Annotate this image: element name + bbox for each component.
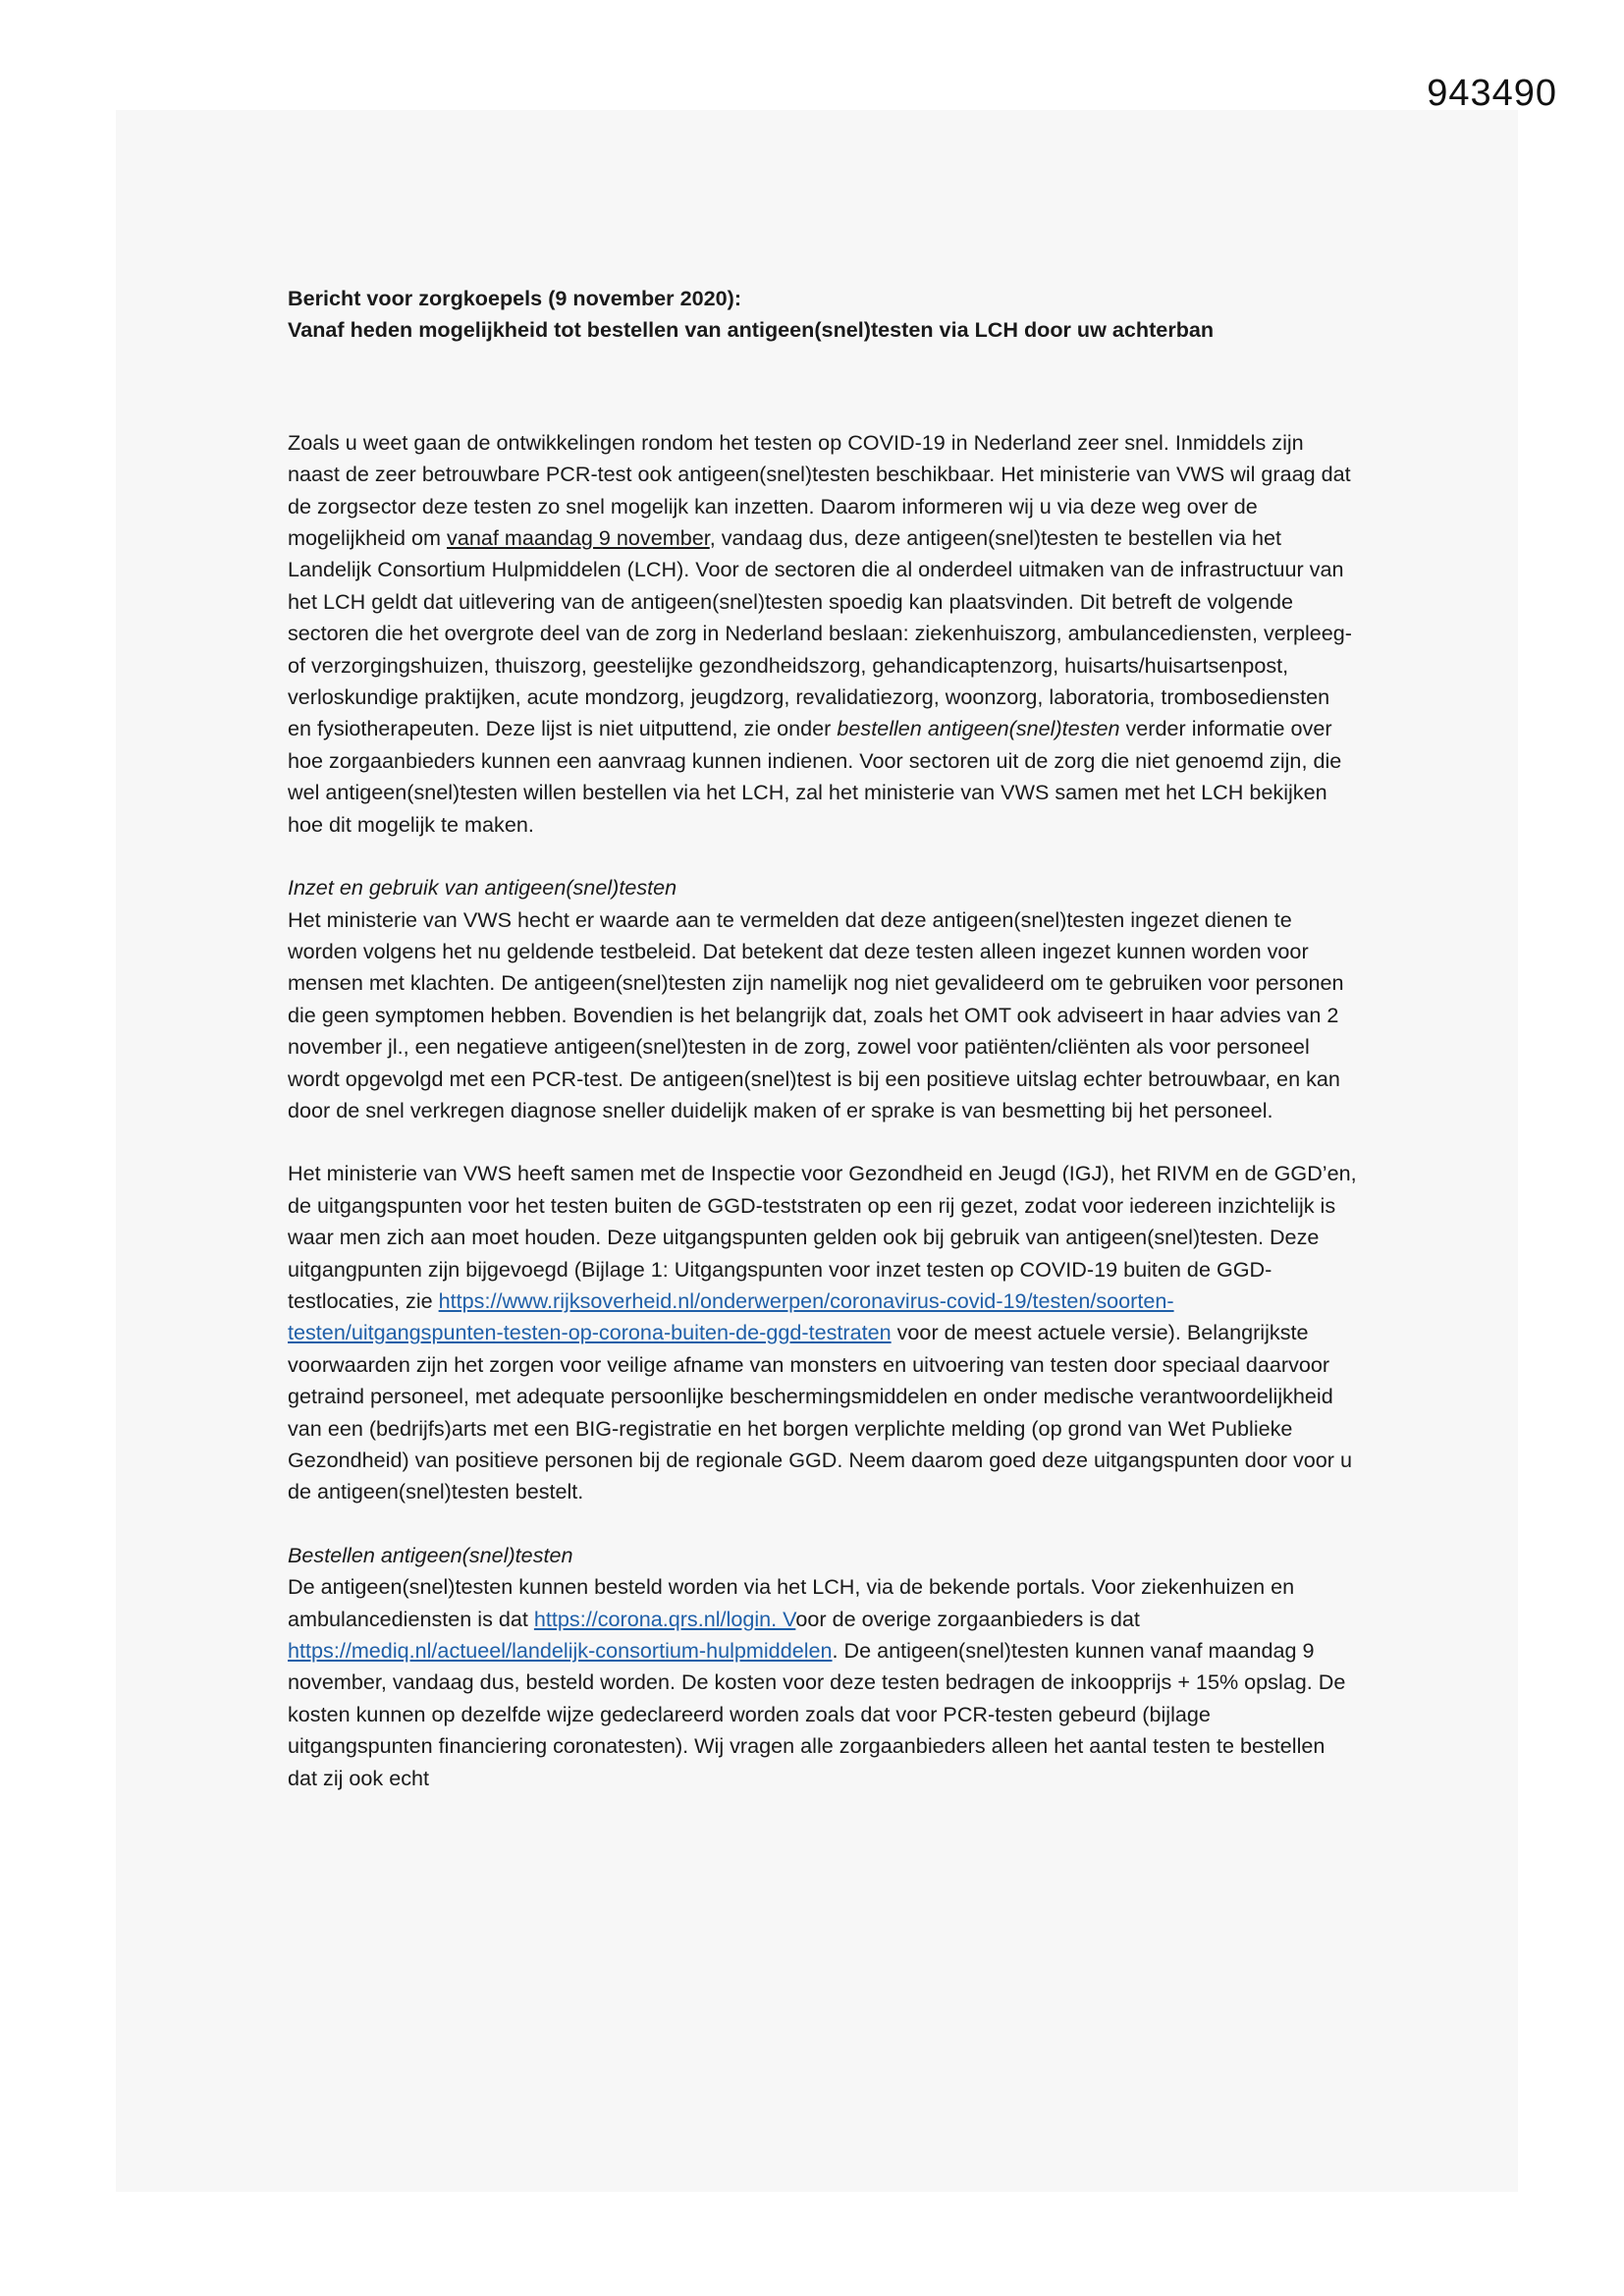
section-heading-inzet: Inzet en gebruik van antigeen(snel)testen (288, 875, 677, 901)
intro-text-3: verder informatie over hoe zorgaanbieders kunnen een aanvraag kunnen indienen. Voor sectoren uit de zorg die niet genoemd zijn, die wel antigeen(snel)testen willen bestellen via het LCH, zal het ministerie van VWS samen met het LCH bekijken hoe dit mogelijk te maken. (288, 716, 1342, 837)
bestellen-paragraph (288, 1571, 1358, 1794)
uitgangspunten-text-1: Het ministerie van VWS heeft samen met de Inspectie voor Gezondheid en Jeugd (IGJ), het RIVM en de GGD’en, de uitgangspunten voor het testen buiten de GGD-teststraten op een rij gezet, zodat voor iedereen inzichtelijk is waar men zich aan moet houden. Deze uitgangspunten gelden ook bij gebruik van antigeen(snel)testen. Deze uitgangpunten zijn bijgevoegd (Bijlage 1: Uitgangspunten voor inzet testen op COVID-19 buiten de GGD-testlocaties, zie (288, 1161, 1357, 1313)
title-line-1: Bericht voor zorgkoepels (9 november 2020): (288, 286, 742, 310)
letter-content (288, 283, 1358, 1794)
bestellen-text-3: . De antigeen(snel)testen kunnen vanaf maandag 9 november, vandaag dus, besteld worden. De kosten voor deze testen bedragen de inkoopprijs + 15% opslag. De kosten kunnen op dezelfde wijze gedeclareerd worden zoals dat voor PCR-testen gebeurd (bijlage uitgangspunten financiering coronatesten). Wij vragen alle zorgaanbieders alleen het aantal testen te bestellen dat zij ook echt (288, 1638, 1346, 1790)
bestellen-text-1: De antigeen(snel)testen kunnen besteld worden via het LCH, via de bekende portals. Voor ziekenhuizen en ambulancediensten is dat (288, 1574, 1295, 1631)
uitgangspunten-paragraph (288, 1158, 1358, 1507)
section-heading-bestellen: Bestellen antigeen(snel)testen (288, 1542, 573, 1567)
intro-text-2: , vandaag dus, deze antigeen(snel)testen te bestellen via het Landelijk Consortium Hulpmiddelen (LCH). Voor de sectoren die al onderdeel uitmaken van de infrastructuur van het LCH geldt dat uitlevering van de antigeen(snel)testen spoedig kan plaatsvinden. Dit betreft de volgende sectoren die het overgrote deel van de zorg in Nederland beslaan: ziekenhuiszorg, ambulancediensten, verpleeg- of verzorgingshuizen, thuiszorg, geestelijke gezondheidszorg, gehandicaptenzorg, huisarts/huisartsenpost, verloskundige praktijken, acute mondzorg, jeugdzorg, revalidatiezorg, woonzorg, laboratoria, trombosediensten en fysiotherapeuten. Deze lijst is niet uitputtend, zie onder (288, 525, 1352, 741)
inzet-paragraph: Het ministerie van VWS hecht er waarde aan te vermelden dat deze antigeen(snel)testen ingezet dienen te worden volgens het nu geldende testbeleid. Dat betekent dat deze testen alleen ingezet kunnen worden voor mensen met klachten. De antigeen(snel)testen zijn namelijk nog niet gevalideerd om te gebruiken voor personen die geen symptomen hebben. Bovendien is het belangrijk dat, zoals het OMT ook adviseert in haar advies van 2 november jl., een negatieve antigeen(snel)testen in de zorg, zowel voor patiënten/cliënten als voor personeel wordt opgevolgd met een PCR-test. De antigeen(snel)test is bij een positieve uitslag echter betrouwbaar, en kan door de snel verkregen diagnose sneller duidelijk maken of er sprake is van besmetting bij het personeel. (288, 906, 1344, 1122)
uitgangspunten-text-2: voor de meest actuele versie). Belangrijkste voorwaarden zijn het zorgen voor veilige afname van monsters en uitvoering van testen door speciaal daarvoor getraind personeel, met adequate persoonlijke beschermingsmiddelen en onder medische verantwoordelijkheid van een (bedrijfs)arts met een BIG-registratie en het borgen verplichte melding (op grond van Wet Publieke Gezondheid) van positieve personen bij de regionale GGD. Neem daarom goed deze uitgangspunten door voor u de antigeen(snel)testen bestelt. (288, 1320, 1352, 1504)
intro-paragraph (288, 427, 1358, 841)
intro-italic-reference: bestellen antigeen(snel)testen (837, 716, 1120, 741)
corona-qrs-link[interactable]: https://corona.qrs.nl/login. V (533, 1606, 796, 1631)
intro-underlined-date: vanaf maandag 9 november (447, 525, 710, 551)
intro-text-1: Zoals u weet gaan de ontwikkelingen rondom het testen op COVID-19 in Nederland zeer snel. Inmiddels zijn naast de zeer betrouwbare PCR-test ook antigeen(snel)testen beschikbaar. Het ministerie van VWS wil graag dat de zorgsector deze testen zo snel mogelijk kan inzetten. Daarom informeren wij u via deze weg over de mogelijkheid om (288, 429, 1351, 551)
document-id: 943490 (1427, 73, 1557, 114)
mediq-link[interactable]: https://mediq.nl/actueel/landelijk-consortium-hulpmiddelen (288, 1638, 833, 1664)
bestellen-text-2: oor de overige zorgaanbieders is dat (795, 1606, 1140, 1631)
title-line-2: Vanaf heden mogelijkheid tot bestellen van antigeen(snel)testen via LCH door uw achterban (288, 317, 1215, 343)
rijksoverheid-link[interactable]: https://www.rijksoverheid.nl/onderwerpen/coronavirus-covid-19/testen/soorten-testen/uitgangspunten-testen-op-corona-buiten-de-ggd-testraten (288, 1287, 1174, 1345)
